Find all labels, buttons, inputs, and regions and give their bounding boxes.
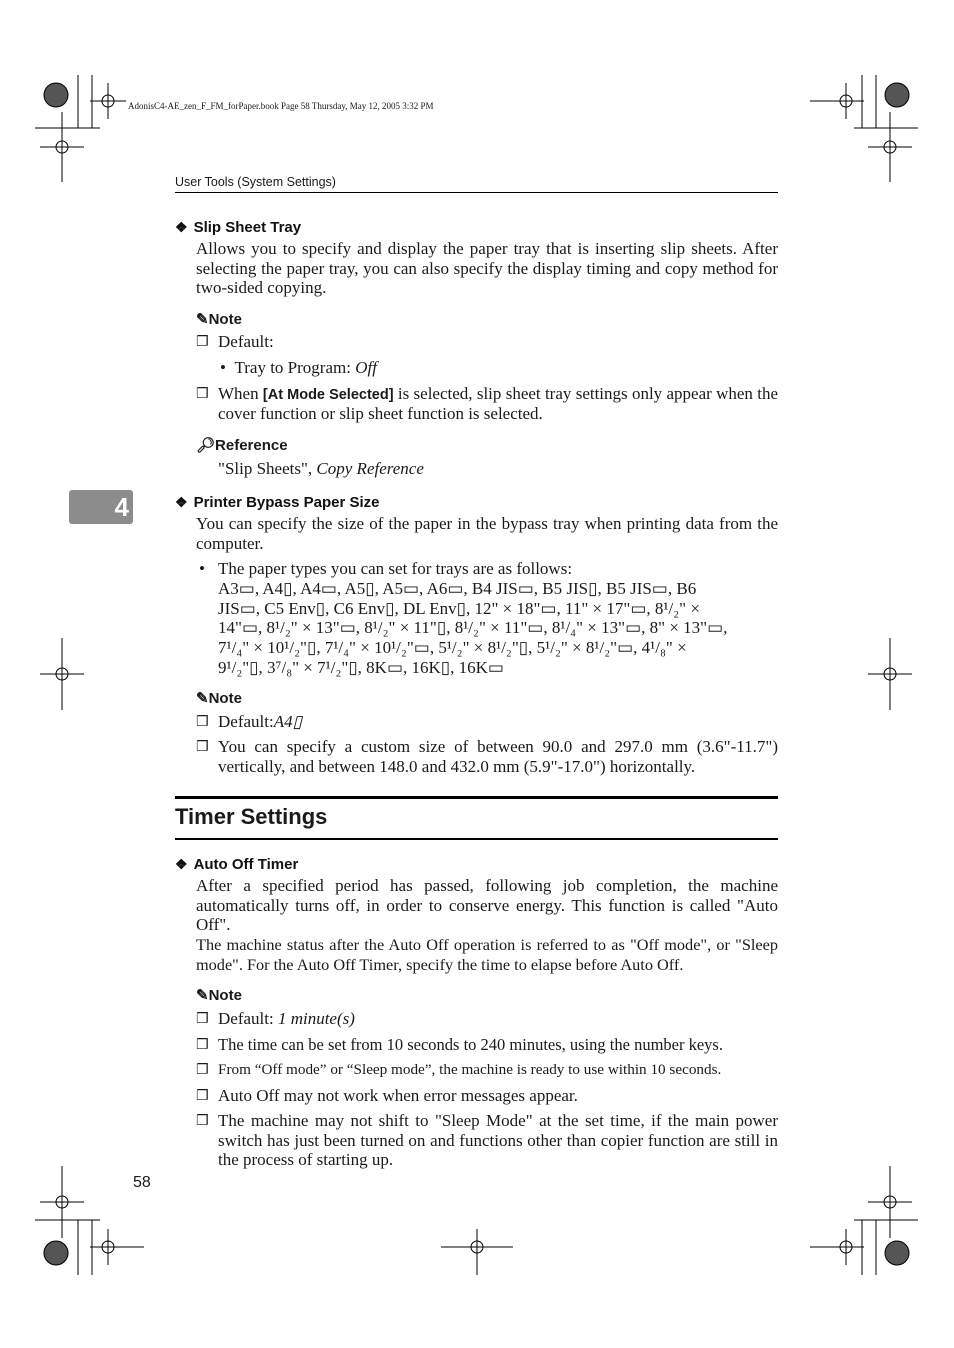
timer-note-range: The time can be set from 10 seconds to 240 minutes, using the number keys. xyxy=(218,1035,723,1054)
at-mode-note: When [At Mode Selected] is selected, slip sheet tray settings only appear when the cover function or slip sheet function is selected. xyxy=(218,384,779,423)
size-line: JIS▭, C5 Env▯, C6 Env▯, DL Env▯, 12" × 18"▭, 11" × 17"▭, 8¹/₂" × xyxy=(218,598,700,618)
page-number: 58 xyxy=(133,1174,151,1191)
chapter-tab: 4 xyxy=(69,490,133,524)
checkbox-icon: ❒ xyxy=(196,386,209,402)
auto-off-title-text: Auto Off Timer xyxy=(193,856,299,873)
checkbox-icon: ❒ xyxy=(196,1037,209,1053)
reference-text: "Slip Sheets", Copy Reference xyxy=(218,459,424,478)
auto-off-desc-2: The machine status after the Auto Off operation is referred to as "Off mode", or "Sleep mode". For the Auto Off Timer, specify the time to elapse before Auto Off. xyxy=(196,935,778,974)
section-title: Timer Settings xyxy=(175,804,328,829)
size-list xyxy=(218,579,778,678)
bypass-desc: You can specify the size of the paper in the bypass tray when printing data from the computer. xyxy=(196,514,778,553)
pencil-icon: ✎ xyxy=(196,311,209,328)
size-line: 7¹/₄" × 10¹/₂"▯, 7¹/₄" × 10¹/₂"▭, 5¹/₂" × 8¹/₂"▯, 5¹/₂" × 8¹/₂"▭, 4¹/₈" × xyxy=(218,638,687,658)
slip-sheet-desc: Allows you to specify and display the paper tray that is inserting slip sheets. After selecting the paper tray, you can also specify the display timing and copy method for two-sided copying. xyxy=(196,239,778,298)
file-info-line: AdonisC4-AE_zen_F_FM_forPaper.book Page 58 Thursday, May 12, 2005 3:32 PM xyxy=(128,101,434,111)
section-rule-top xyxy=(175,796,778,799)
running-header: User Tools (System Settings) xyxy=(175,175,336,189)
default-label: Default: xyxy=(218,332,274,351)
diamond-bullet-icon: ❖ xyxy=(175,219,188,235)
diamond-bullet-icon: ❖ xyxy=(175,494,188,510)
checkbox-icon: ❒ xyxy=(196,1113,209,1129)
slip-sheet-title-text: Slip Sheet Tray xyxy=(193,219,302,236)
bypass-title xyxy=(175,494,379,511)
checkbox-icon: ❒ xyxy=(196,1062,209,1078)
checkbox-icon: ❒ xyxy=(196,1088,209,1104)
timer-note-ready: From “Off mode” or “Sleep mode”, the machine is ready to use within 10 seconds. xyxy=(218,1061,722,1078)
pencil-icon: ✎ xyxy=(196,690,209,707)
timer-note-sleep: The machine may not shift to "Sleep Mode" at the set time, if the main power switch has just been turned on and functions other than copier function are still in the process of starting up. xyxy=(218,1111,778,1170)
size-line: 14"▭, 8¹/₂" × 13"▭, 8¹/₂" × 11"▯, 8¹/₂" × 11"▭, 8¹/₄" × 13"▭, 8" × 13"▭, xyxy=(218,618,728,638)
timer-default: Default: 1 minute(s) xyxy=(218,1009,355,1028)
pencil-icon: ✎ xyxy=(196,987,209,1004)
bypass-default: Default:A4▯ xyxy=(218,712,302,731)
note-heading: ✎Note xyxy=(196,311,242,328)
header-rule xyxy=(175,192,778,193)
timer-note-error: Auto Off may not work when error messages appear. xyxy=(218,1086,578,1105)
section-rule-bottom xyxy=(175,838,778,840)
checkbox-icon: ❒ xyxy=(196,714,209,730)
checkbox-icon: ❒ xyxy=(196,334,209,350)
diamond-bullet-icon: ❖ xyxy=(175,856,188,872)
reference-heading: 🔎︎Reference xyxy=(196,437,288,454)
checkbox-icon: ❒ xyxy=(196,739,209,755)
magnifier-icon: 🔎︎ xyxy=(196,437,216,454)
bypass-title-text: Printer Bypass Paper Size xyxy=(193,494,380,511)
slip-sheet-title xyxy=(175,219,301,236)
note-heading: ✎Note xyxy=(196,987,242,1004)
note-heading: ✎Note xyxy=(196,690,242,707)
bypass-bullet: The paper types you can set for trays are as follows: xyxy=(218,559,573,578)
size-line: A3▭, A4▯, A4▭, A5▯, A5▭, A6▭, B4 JIS▭, B5 JIS▯, B5 JIS▭, B6 xyxy=(218,579,697,598)
auto-off-desc-1: After a specified period has passed, following job completion, the machine automatically turns off, in order to conserve energy. This function is called "Auto Off". xyxy=(196,876,778,935)
auto-off-title xyxy=(175,856,298,873)
bullet-dot-icon: • xyxy=(220,358,226,377)
size-line: 9¹/₂"▯, 3⁷/₈" × 7¹/₂"▯, 8K▭, 16K▯, 16K▭ xyxy=(218,657,504,677)
custom-size-note: You can specify a custom size of between 90.0 and 297.0 mm (3.6"-11.7") vertically, and between 148.0 and 432.0 mm (5.9"-17.0") horizontally. xyxy=(218,737,778,776)
bullet-dot-icon: • xyxy=(199,559,205,578)
bullet-item: • Tray to Program: Off xyxy=(220,358,377,377)
checkbox-icon: ❒ xyxy=(196,1011,209,1027)
